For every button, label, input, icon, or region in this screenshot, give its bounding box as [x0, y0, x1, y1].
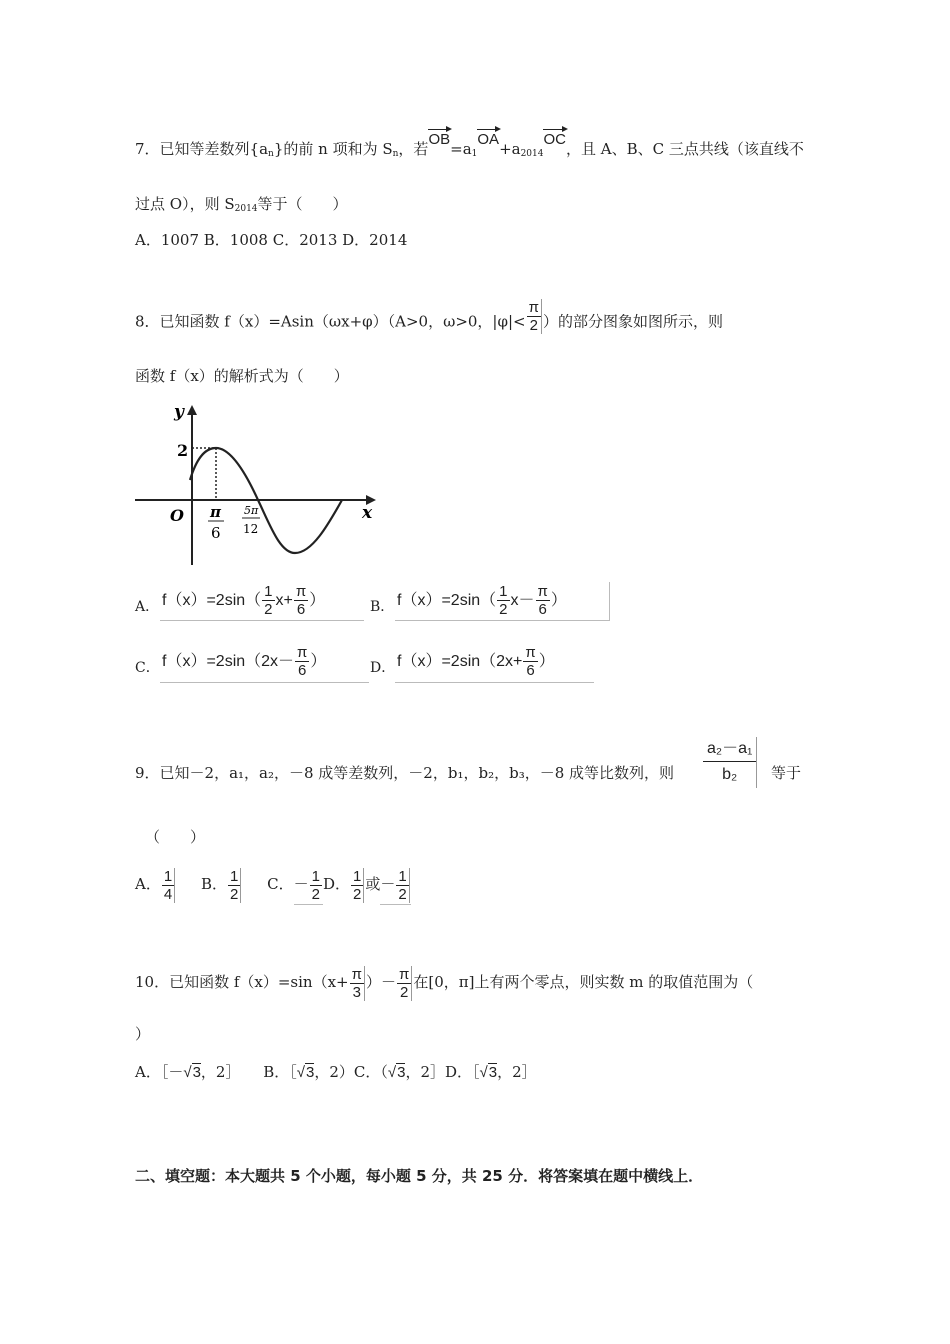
- radicand: 3: [397, 1064, 406, 1081]
- q10-line1: [135, 960, 753, 1004]
- q8-text-a: 8．已知函数 f（x）=Asin（ωx+φ）（A>0，ω>0，|φ|<: [135, 312, 526, 331]
- sine-graph: [130, 400, 380, 570]
- q8-line2: 函数 f（x）的解析式为（ ）: [135, 367, 349, 385]
- frac-den: 2: [353, 885, 362, 903]
- sqrt-3: √3: [387, 1064, 406, 1081]
- frac-den: b₂: [722, 766, 738, 783]
- q7-sub-1: 1: [471, 149, 478, 159]
- frac-num: π: [297, 644, 308, 662]
- or-text: 或: [365, 875, 381, 893]
- q10-text-b: ）－: [365, 973, 396, 991]
- frac-den: 2: [529, 317, 538, 334]
- opt-c-frac: [295, 644, 309, 679]
- q7-options: A．1007 B．1008 C．2013 D．2014: [135, 231, 408, 249]
- origin-label: O: [170, 506, 184, 525]
- q9-opt-c-label: C．: [267, 875, 294, 893]
- x-axis-label: x: [362, 503, 373, 523]
- section-2-heading: 二、填空题：本大题共 5 个小题，每小题 5 分，共 25 分．将答案填在题中横线上．: [135, 1167, 704, 1185]
- minus-sign: －: [380, 875, 396, 893]
- opt-a-mid: x+: [275, 592, 293, 609]
- vector-oc: OC: [543, 128, 566, 150]
- y-axis-arrow: [187, 405, 197, 415]
- tick-5pi-12-num: 5π: [244, 504, 259, 517]
- q10-opt-a-end: ，2］: [200, 1063, 241, 1081]
- q10-text-c: 在[0，π]上有两个零点，则实数 m 的取值范围为（: [413, 973, 754, 991]
- q10-opt-c-label: C．（: [353, 1063, 388, 1081]
- opt-b-end: ）: [550, 592, 567, 609]
- opt-b-frac2: [536, 583, 550, 618]
- frac-den: 4: [163, 885, 173, 903]
- sqrt-3: √3: [479, 1064, 498, 1081]
- q8-option-b: [395, 582, 610, 621]
- q9-opt-d-box: [380, 864, 410, 905]
- m-over-2-fraction: [397, 966, 412, 1001]
- sqrt-3: √3: [296, 1064, 315, 1081]
- q8-line1: [135, 299, 723, 334]
- q8-option-d: [395, 642, 594, 683]
- q7-tail: ，且 A、B、C 三点共线（该直线不: [565, 140, 804, 158]
- q9-opt-b-frac: [228, 868, 241, 903]
- opt-a-frac2: [294, 583, 308, 618]
- opt-a-frac1: [262, 583, 274, 618]
- q10-opt-c-end: ，2］: [405, 1063, 446, 1081]
- frac-num: a₂－a₁: [703, 737, 756, 762]
- q10-options: [135, 1062, 537, 1083]
- opt-d-end: ）: [538, 653, 555, 670]
- frac-num: π: [399, 965, 410, 983]
- q7-plus-a: +a: [499, 140, 521, 158]
- q8-option-c-label: C．: [135, 660, 160, 676]
- q7-text-c: ，若: [398, 140, 429, 158]
- frac-den: 2: [499, 601, 508, 619]
- q7-sub-2014: 2014: [520, 149, 544, 159]
- q7-line2-b: 等于（ ）: [257, 195, 348, 213]
- q8-option-a-label: A．: [135, 599, 160, 615]
- q10-line2: ）: [135, 1025, 151, 1043]
- frac-num: π: [525, 644, 536, 662]
- frac-den: 2: [230, 885, 239, 903]
- tick-5pi-12-den: 12: [243, 522, 259, 536]
- frac-den: 6: [298, 662, 307, 680]
- q10-opt-d-end: ，2］: [497, 1063, 537, 1081]
- frac-den: 6: [538, 601, 547, 619]
- q8-option-d-label: D．: [370, 660, 396, 676]
- q10-opt-b-label: B．［: [263, 1063, 297, 1081]
- opt-a-end: ）: [309, 592, 326, 609]
- frac-num: π: [295, 583, 307, 601]
- opt-c-end: ）: [310, 653, 327, 670]
- opt-b-frac1: [497, 583, 509, 618]
- pi-over-3-fraction: [350, 966, 365, 1001]
- q9-opt-a-label: A．: [135, 875, 161, 893]
- frac-num: 1: [163, 867, 173, 885]
- opt-c-pre: f（x）=2sin（2x－: [162, 653, 295, 670]
- q9-fraction: [703, 737, 757, 788]
- q7-sub-n2: n: [392, 149, 399, 159]
- q10-opt-d-label: D．［: [445, 1063, 480, 1081]
- q7-text-a: 7．已知等差数列{a: [135, 140, 269, 158]
- tick-pi-6-den: 6: [211, 524, 221, 542]
- q9-opt-d-frac1: [351, 868, 364, 903]
- frac-num: π: [351, 965, 362, 983]
- vector-ob: OB: [428, 128, 450, 150]
- q9-opt-d-frac2: [396, 868, 409, 903]
- sqrt-3: √3: [183, 1064, 201, 1081]
- opt-b-pre: f（x）=2sin（: [397, 592, 497, 609]
- opt-b-mid: x－: [510, 592, 535, 609]
- frac-den: 2: [264, 601, 273, 619]
- frac-num: 1: [230, 867, 239, 885]
- minus-sign: －: [293, 875, 309, 893]
- q9-opt-a-frac: [162, 868, 175, 903]
- q10-text-a: 10．已知函数 f（x）=sin（x+: [135, 973, 349, 991]
- q7-sub-n: n: [268, 149, 274, 159]
- q9-line1: 9．已知－2，a₁，a₂，－8 成等差数列，－2，b₁，b₂，b₃，－8 成等比数列，则: [135, 764, 675, 782]
- frac-den: 6: [526, 662, 535, 680]
- frac-num: π: [537, 583, 548, 601]
- opt-d-pre: f（x）=2sin（2x+: [397, 653, 523, 670]
- q10-opt-b-end: ，2）: [314, 1063, 354, 1081]
- q7-line2-sub: 2014: [234, 204, 258, 214]
- q10-opt-a-label: A．［－: [135, 1063, 184, 1081]
- tick-pi-6-num: π: [210, 503, 221, 521]
- frac-num: 1: [264, 583, 273, 601]
- frac-den: 2: [311, 885, 320, 903]
- max-label: 2: [177, 441, 189, 460]
- q7-line2: [135, 194, 348, 219]
- frac-den: 2: [398, 885, 407, 903]
- q9-options: [135, 862, 411, 906]
- y-axis-label: y: [174, 402, 184, 422]
- frac-den: 2: [400, 983, 409, 1001]
- vector-oa: OA: [477, 128, 499, 150]
- opt-d-frac: [523, 644, 537, 679]
- frac-num: 1: [311, 867, 320, 885]
- frac-den: 6: [296, 601, 306, 619]
- radicand: 3: [488, 1064, 498, 1081]
- frac-den: 3: [352, 983, 361, 1001]
- q7-text-b: }的前 n 项和为 S: [273, 140, 393, 158]
- radicand: 3: [306, 1064, 315, 1081]
- q8-option-b-label: B．: [370, 599, 395, 615]
- q9-opt-c-box: [294, 864, 323, 905]
- q9-opt-d-label: D．: [322, 875, 350, 893]
- q7-eq-a: =a: [450, 140, 472, 158]
- frac-num: 1: [499, 583, 508, 601]
- q8-option-a: [160, 582, 364, 621]
- frac-num: 1: [398, 867, 407, 885]
- q7-line2-a: 过点 O），则 S: [135, 195, 235, 213]
- q8-option-c: [160, 642, 369, 683]
- q9-tail: 等于: [771, 764, 802, 782]
- q9-opt-b-label: B．: [200, 875, 227, 893]
- q9-paren: （ ）: [145, 828, 206, 846]
- frac-num: 1: [353, 867, 362, 885]
- frac-num: π: [528, 299, 539, 316]
- q7-line1: [135, 131, 804, 164]
- radicand: 3: [192, 1064, 201, 1081]
- pi-over-2-fraction: [527, 299, 542, 334]
- q9-opt-c-frac: [310, 868, 322, 903]
- opt-a-pre: f（x）=2sin（: [162, 592, 262, 609]
- q8-text-b: ）的部分图象如图所示，则: [542, 312, 723, 331]
